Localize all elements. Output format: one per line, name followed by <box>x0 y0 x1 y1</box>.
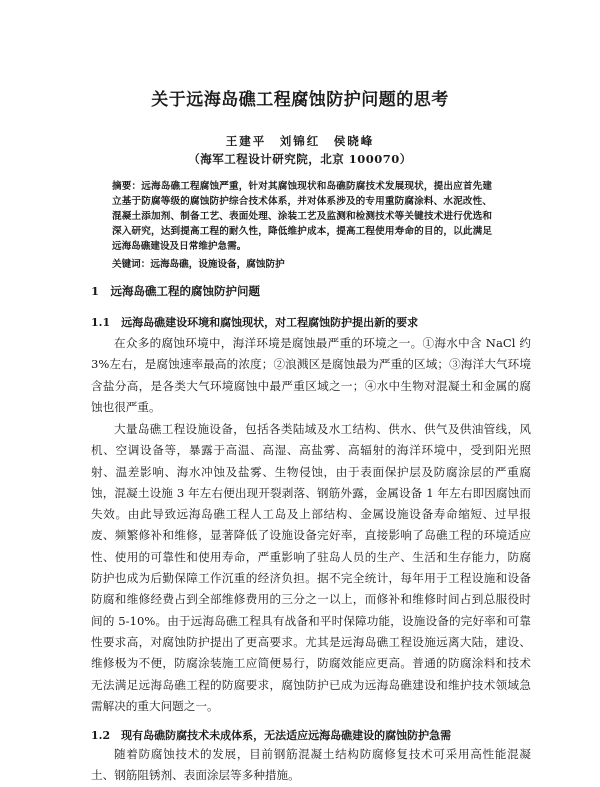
section-1-heading: 1 远海岛礁工程的腐蚀防护问题 <box>91 284 260 298</box>
section-1-2-heading: 1.2 现有岛礁防腐技术未成体系，无法适应远海岛礁建设的腐蚀防护急需 <box>91 729 452 742</box>
body-paragraph-3: 随着防腐蚀技术的发展，目前钢筋混凝土结构防腐修复技术可采用高性能混凝土、钢筋阻锈剂、表面涂层等多种措施。 <box>91 747 531 783</box>
keywords-label: 关键词： <box>112 259 151 270</box>
section-1-1-heading: 1.1 远海岛礁建设环境和腐蚀现状，对工程腐蚀防护提出新的要求 <box>91 316 419 329</box>
abstract-label: 摘要： <box>112 181 142 192</box>
paper-authors: 王建平 刘锦红 侯晓峰 <box>225 134 375 148</box>
body-paragraph-2: 大量岛礁工程设施设备，包括各类陆域及水工结构、供水、供气及供油管线，风机、空调设备等，暴露于高温、高湿、高盐雾、高辐射的海洋环境中，受到阳光照射、温差影响、海水冲蚀及盐雾、生物侵蚀，由于表面保护层及防腐涂层的严重腐蚀，混凝土设施 3 年左右便出现开裂剥落、钢筋外露，金属设备 1 年左右即因腐蚀而失效。由此导致远海岛礁工程人工岛及上部结构、金属设施设备寿命缩短、过早报废、频繁修补和维修，显著降低了设施设备完好率，直接影响了岛礁工程的环境适应性、使用的可靠性和使用寿命，严重影响了驻岛人员的生产、生活和生存能力，防腐防护也成为后勤保障工作沉重的经济负担。据不完全统计，每年用于工程设施和设备防腐和维修经费占到全部维修费用的三分之一以上，而修补和维修时间占到总服役时间的 5-10%。由于远海岛礁工程具有战备和平时保障功能，设施设备的完好率和可靠性要求高，对腐蚀防护提出了更高要求。尤其是远海岛礁工程设施远离大陆，建设、维修极为不便，防腐涂装施工应简便易行，防腐效能应更高。普通的防腐涂料和技术无法满足远海岛礁工程的防腐要求，腐蚀防护已成为远海岛礁建设和维护技术领域急需解决的重大问题之一。 <box>91 422 531 713</box>
body-paragraph-1: 在众多的腐蚀环境中，海洋环境是腐蚀最严重的环境之一。①海水中含 NaCl 约 3%左右，是腐蚀速率最高的浓度；②浪溅区是腐蚀最为严重的区域；③海洋大气环境含盐分高，是各类大气环境腐蚀中最严重区域之一；④水中生物对混凝土和金属的腐蚀也很严重。 <box>91 336 531 414</box>
keywords-block <box>112 257 492 272</box>
paper-affiliation: （海军工程设计研究院，北京 100070） <box>188 152 412 166</box>
keywords-text: 远海岛礁，设施设备，腐蚀防护 <box>150 259 285 270</box>
abstract-block <box>112 179 492 254</box>
abstract-text: 远海岛礁工程腐蚀严重，针对其腐蚀现状和岛礁防腐技术发展现状，提出应首先建立基于防腐等级的腐蚀防护综合技术体系，并对体系涉及的专用重防腐涂料、水泥改性、混凝土添加剂、制备工艺、表面处理、涂装工艺及监测和检测技术等关键技术进行优选和深入研究，达到提高工程的耐久性，降低维护成本，提高工程使用寿命的目的，以此满足远海岛礁建设及日常维护急需。 <box>112 181 493 252</box>
paper-title: 关于远海岛礁工程腐蚀防护问题的思考 <box>151 90 449 110</box>
